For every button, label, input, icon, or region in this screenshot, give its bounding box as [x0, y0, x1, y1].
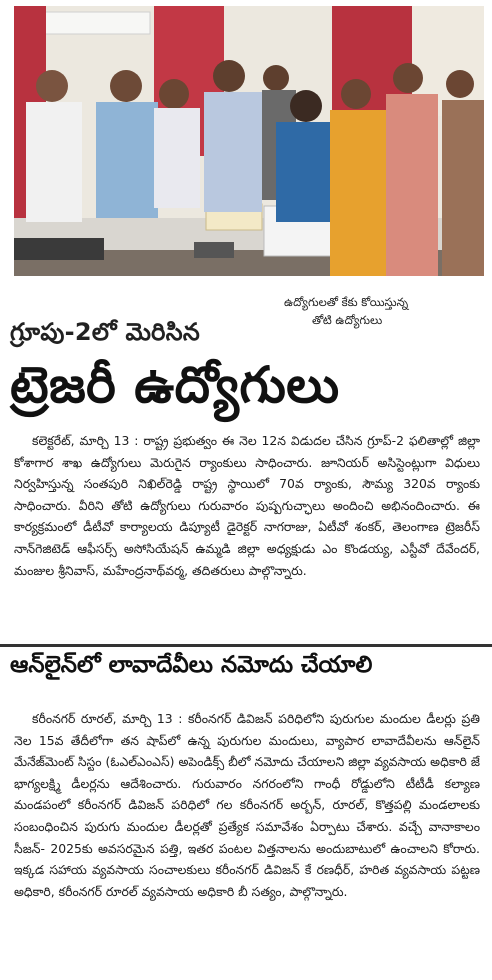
group-photo-icon	[14, 6, 484, 276]
caption-line-2: తోటి ఉద్యోగులు	[312, 313, 383, 327]
story1-paragraph: కలెక్టరేట్, మార్చి 13 : రాష్ట్ర ప్రభుత్వం ఈ నెల 12న విడుదల చేసిన గ్రూప్-2 ఫలితాల్లో జిల్లా కోశాగార శాఖ ఉద్యోగులు మెరుగైన ర్యాంకులు సాధించారు. జూనియర్ అసిస్టెంట్లుగా విధులు నిర్వహిస్తున్న సంతపురి నిఖిల్‌రెడ్డి రాష్ట్ర స్థాయిలో 70వ ర్యాంకు, సౌమ్య 320వ ర్యాంకు సాధించారు. వీరిని తోటి ఉద్యోగులు గురువారం పుష్పగుచ్ఛాలు అందించి అభినందించారు. ఈ కార్యక్రమంలో డీటీవో కార్యాలయ డిప్యూటీ డైరెక్టర్ నాగరాజు, ఏటీవో శంకర్, తెలంగాణ ట్రెజరీస్ నాన్‌గెజిటెడ్ ఆఫీసర్స్ అసోసియేషన్ ఉమ్మడి జిల్లా అధ్యక్షుడు ఎం కొండయ్య, ఎస్టీవో దేవేందర్, మంజుల శ్రీనివాస్, మహేంద్రనాథ్‌వర్మ, తదితరులు పాల్గొన్నారు.	[14, 433, 480, 578]
news-photo	[14, 6, 484, 276]
photo-caption	[284, 293, 464, 329]
story2-body	[14, 708, 480, 902]
story2-headline: ఆన్‌లైన్‌లో లావాదేవీలు నమోదు చేయాలి	[10, 652, 373, 678]
story1-body	[14, 430, 480, 581]
section-divider	[0, 644, 492, 647]
story1-kicker: గ్రూపు-2లో మెరిసిన	[10, 318, 201, 346]
caption-line-1: ఉద్యోగులతో కేకు కోయిస్తున్న	[284, 295, 409, 309]
story2-paragraph: కరీంనగర్ రూరల్, మార్చి 13 : కరీంనగర్ డివిజన్ పరిధిలోని పురుగుల మందుల డీలర్లు ప్రతి నెల 15వ తేదీలోగా తన షాప్‌లో ఉన్న పురుగుల మందులు, వ్యాపార లావాదేవీలను ఆన్‌లైన్ మేనేజ్‌మెంట్ సిస్టం (ఓఎల్ఎంఎస్) అపెండిక్స్ బీలో నమోదు చేయాలని జిల్లా వ్యవసాయ అధికారి జే భాగ్యలక్ష్మి డీలర్లను ఆదేశించారు. గురువారం నగరంలోని గాంధీ రోడ్డులోని టీటీడీ కల్యాణ మండపంలో కరీంనగర్ డివిజన్ పరిధిలో గల కరీంనగర్ అర్బన్, రూరల్, కొత్తపల్లి మండలాలకు సంబంధించిన పురుగు మందుల డీలర్లతో ప్రత్యేక సమావేశం ఏర్పాటు చేశారు. వచ్చే వానాకాలం సీజన్- 2025కు అవసరమైన పత్తి, ఇతర పంటల విత్తనాలను అందుబాటులో ఉంచాలని కోరారు. ఇక్కడ సహాయ వ్యవసాయ సంచాలకులు కరీంనగర్ డివిజన్ కే రణధీర్, హరిత వ్యవసాయ పట్టణ అధికారి, కరీంనగర్ రూరల్ వ్యవసాయ అధికారి బీ సత్యం, పాల్గొన్నారు.	[14, 711, 480, 899]
story1-headline: ట్రెజరీ ఉద్యోగులు	[10, 356, 340, 414]
